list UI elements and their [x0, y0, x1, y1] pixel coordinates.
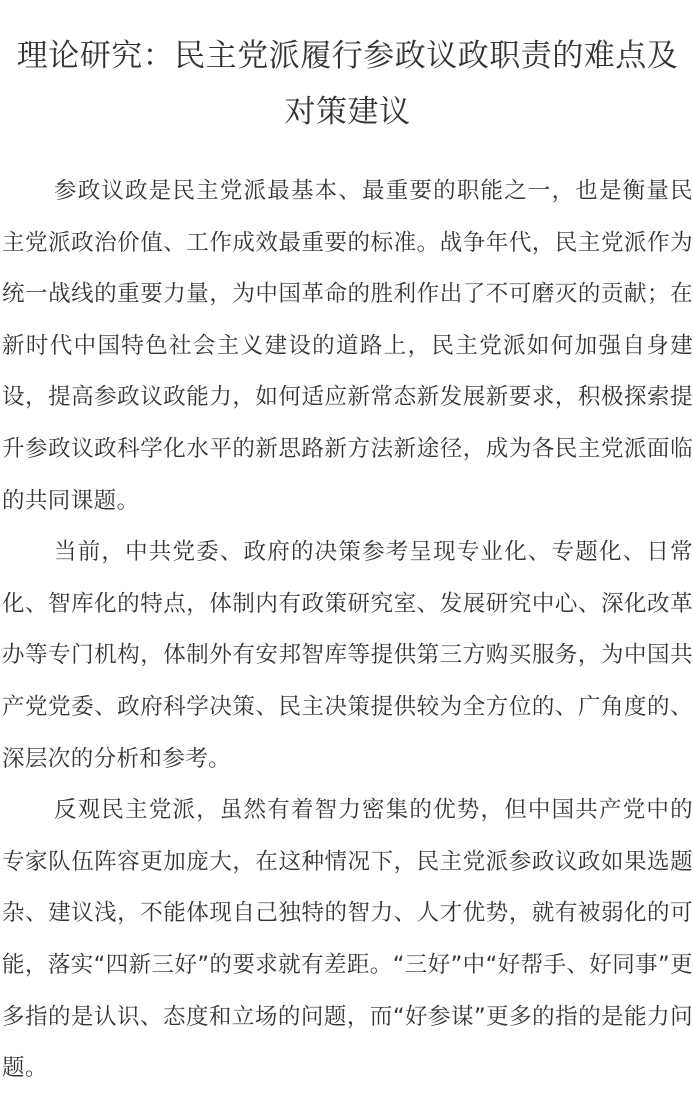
- article-body: [2, 166, 693, 1095]
- paragraph-3: 反观民主党派，虽然有着智力密集的优势，但中国共产党中的专家队伍阵容更加庞大，在这种情况下，民主党派参政议政如果选题杂、建议浅，不能体现自己独特的智力、人才优势，就有被弱化的可能，落实“四新三好”的要求就有差距。“三好”中“好帮手、好同事”更多指的是认识、态度和立场的问题，而“好参谋”更多的指的是能力问题。: [2, 797, 693, 1082]
- paragraph-1: 参政议政是民主党派最基本、最重要的职能之一，也是衡量民主党派政治价值、工作成效最重要的标准。战争年代，民主党派作为统一战线的重要力量，为中国革命的胜利作出了不可磨灭的贡献；在新时代中国特色社会主义建设的道路上，民主党派如何加强自身建设，提高参政议政能力，如何适应新常态新发展新要求，积极探索提升参政议政科学化水平的新思路新方法新途径，成为各民主党派面临的共同课题。: [2, 178, 693, 514]
- article-title: 理论研究：民主党派履行参政议政职责的难点及对策建议: [16, 38, 679, 130]
- paragraph-2: 当前，中共党委、政府的决策参考呈现专业化、专题化、日常化、智库化的特点，体制内有政策研究室、发展研究中心、深化改革办等专门机构，体制外有安邦智库等提供第三方购买服务，为中国共产党党委、政府科学决策、民主决策提供较为全方位的、广角度的、深层次的分析和参考。: [2, 539, 693, 772]
